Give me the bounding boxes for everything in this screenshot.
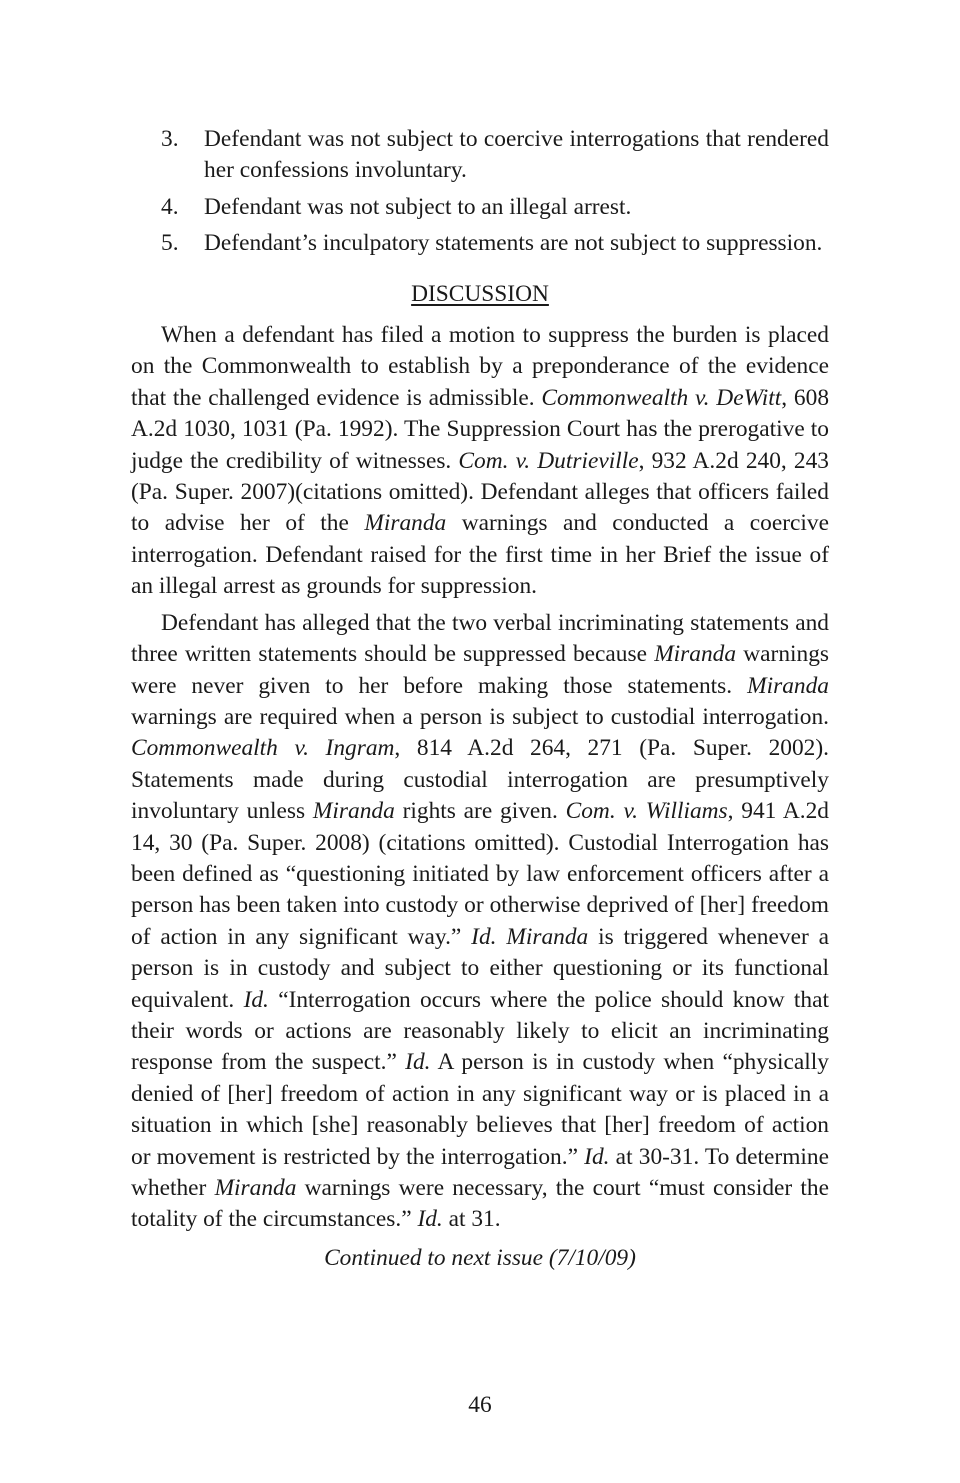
text-run: , 814 A.2d 264, 271 (Pa. Super. 2002). Statements made during custodial interrogation are presumptively involuntary unless — [131, 735, 829, 825]
text-run — [497, 924, 507, 950]
miranda-term: Miranda — [364, 510, 447, 537]
text-run: , 608 A.2d 1030, 1031 (Pa. 1992). The Suppression Court has the prerogative to judge the credibility of witnesses. — [131, 384, 830, 474]
text-run: warnings and conducted a coercive interrogation. Defendant raised for the first time in her Brief the issue of an illegal arrest as grounds for suppression. — [131, 510, 829, 600]
text-run: “Interrogation occurs where the police should know that their words or actions are reasonably likely to elicit an incriminating response from the suspect.” — [131, 986, 829, 1076]
list-item-text: Defendant’s inculpatory statements are not subject to suppression. — [204, 230, 823, 257]
text-run: warnings were necessary, the court “must consider the totality of the circumstances.” — [131, 1175, 829, 1233]
continued-note: Continued to next issue (7/10/09) — [324, 1244, 636, 1271]
list-item — [131, 228, 829, 259]
miranda-term: Miranda — [312, 798, 395, 825]
text-run: is triggered whenever a person is in custody and subject to either questioning or its functional equivalent. — [131, 923, 829, 1013]
id-citation: Id. — [471, 923, 497, 950]
list-item-number: 5. — [161, 230, 179, 257]
text-run: A person is in custody when “physically denied of [her] freedom of action in any significant way or is placed in a situation in which [she] reasonably believes that [her] freedom of action or movement is restricted by the interrogation.” — [131, 1049, 830, 1170]
findings-list — [131, 124, 829, 260]
list-item — [131, 192, 829, 223]
discussion-paragraph-2 — [131, 608, 829, 1236]
case-citation: Com. v. Williams — [565, 798, 728, 825]
miranda-term: Miranda — [654, 641, 737, 668]
text-run: Defendant has alleged that the two verbal incriminating statements and three written statements should be suppressed because — [131, 609, 829, 668]
id-citation: Id. — [405, 1049, 431, 1076]
list-item-text: Defendant was not subject to an illegal arrest. — [204, 193, 632, 220]
text-run: , 941 A.2d 14, 30 (Pa. Super. 2008) (citations omitted). Custodial Interrogation has been defined as “questioning initiated by law enforcement officers after a person has been taken into custody or otherwise deprived of [her] freedom of action in any significant way.” — [131, 798, 830, 950]
list-item-number: 3. — [161, 126, 179, 152]
miranda-term: Miranda — [747, 672, 829, 699]
text-run: warnings are required when a person is subject to custodial interrogation. — [131, 703, 829, 730]
list-item-text: Defendant was not subject to coercive interrogations that rendered her confessions involuntary. — [204, 126, 829, 184]
list-item-number: 4. — [161, 193, 179, 220]
text-run: When a defendant has filed a motion to suppress the burden is placed on the Commonwealth to establish by a preponderance of the evidence that the challenged evidence is admissible. — [131, 322, 829, 411]
case-citation: Commonwealth v. Ingram — [131, 735, 395, 762]
text-run: rights are given. — [394, 798, 566, 825]
id-citation: Id. — [243, 986, 269, 1013]
document-page — [131, 124, 829, 1274]
page-number: 46 — [468, 1392, 492, 1418]
case-citation: Com. v. Dutrieville — [458, 447, 639, 474]
id-citation: Id. — [584, 1143, 610, 1170]
section-heading: DISCUSSION — [411, 280, 549, 307]
miranda-term: Miranda — [506, 923, 589, 950]
discussion-paragraph-1 — [131, 320, 829, 603]
list-item — [131, 124, 829, 187]
text-run: at 31. — [442, 1206, 501, 1233]
id-citation: Id. — [417, 1206, 443, 1233]
text-run: warnings were never given to her before making those statements. — [131, 641, 830, 699]
text-run: at 30-31. To determine whether — [131, 1143, 829, 1201]
text-run: , 932 A.2d 240, 243 (Pa. Super. 2007)(citations omitted). Defendant alleges that officers failed to advise her of the — [131, 447, 829, 537]
miranda-term: Miranda — [214, 1175, 297, 1201]
case-citation: Commonwealth v. DeWitt — [541, 384, 782, 411]
